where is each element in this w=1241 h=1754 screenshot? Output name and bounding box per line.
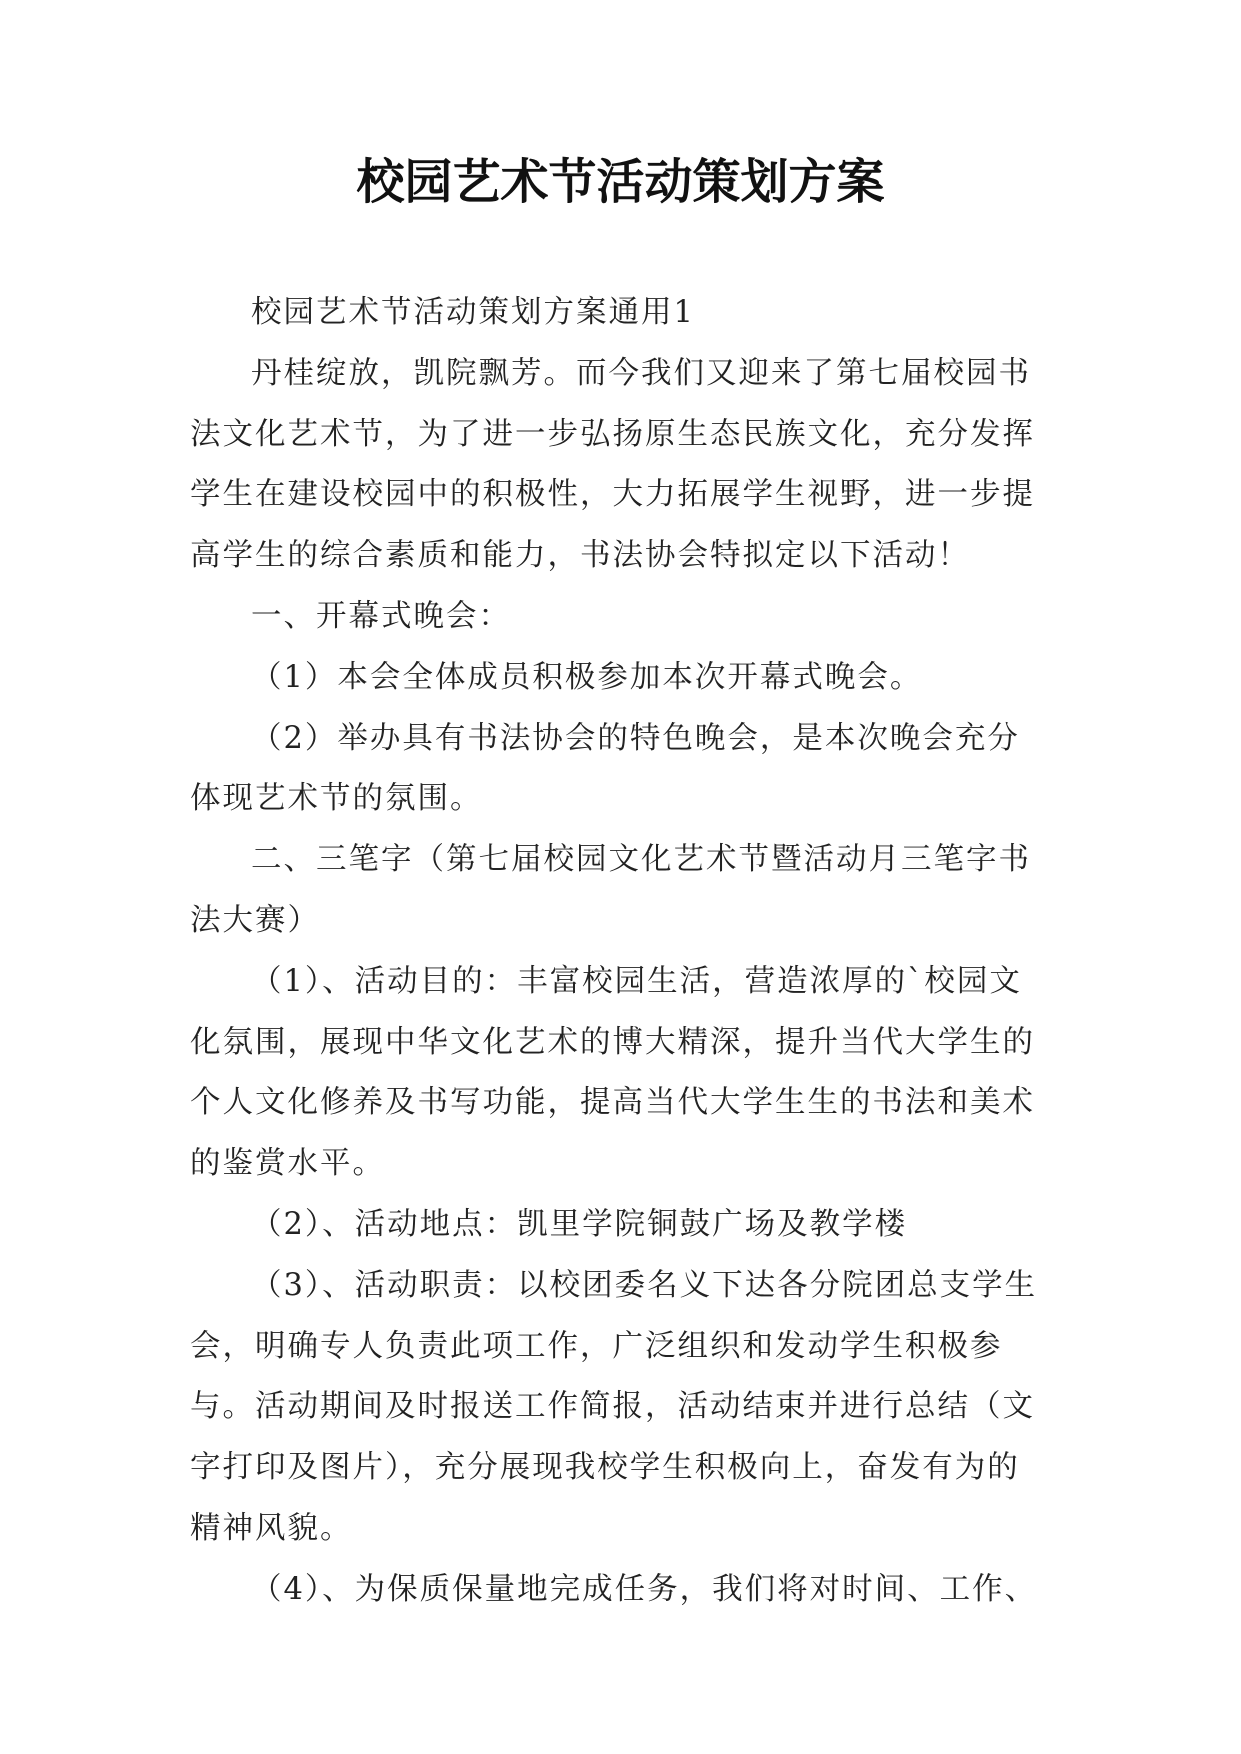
list-item: （3）、活动职责：以校团委名义下达各分院团总支学生会，明确专人负责此项工作，广泛组织和发动学生积极参与。活动期间及时报送工作简报，活动结束并进行总结（文字打印及图片），充分展现我校学生积极向上，奋发有为的精神风貌。 <box>190 1267 1038 1546</box>
list-item: （1）本会全体成员积极参加本次开幕式晚会。 <box>251 659 923 695</box>
list-item: （4）、为保质保量地完成任务，我们将对时间、工作、 <box>251 1571 1038 1607</box>
paragraph-intro: 丹桂绽放，凯院飘芳。而今我们又迎来了第七届校园书法文化艺术节，为了进一步弘扬原生态民族文化，充分发挥学生在建设校园中的积极性，大力拓展学生视野，进一步提高学生的综合素质和能力，书法协会特拟定以下活动！ <box>190 355 1035 574</box>
document-title: 校园艺术节活动策划方案 <box>356 154 885 210</box>
list-item: （2）、活动地点：凯里学院铜鼓广场及教学楼 <box>251 1206 908 1242</box>
list-item: （1）、活动目的：丰富校园生活，营造浓厚的`校园文化氛围，展现中华文化艺术的博大精深，提升当代大学生的个人文化修养及书写功能，提高当代大学生生的书法和美术的鉴赏水平。 <box>190 963 1035 1182</box>
section-heading-opening-gala: 一、开幕式晚会： <box>251 598 511 634</box>
document-body <box>190 283 1050 1621</box>
section-heading-calligraphy-contest: 二、三笔字（第七届校园文化艺术节暨活动月三笔字书法大赛） <box>190 842 1031 938</box>
list-item: （2）举办具有书法协会的特色晚会，是本次晚会充分体现艺术节的氛围。 <box>190 720 1020 817</box>
paragraph-heading: 校园艺术节活动策划方案通用1 <box>251 295 695 330</box>
